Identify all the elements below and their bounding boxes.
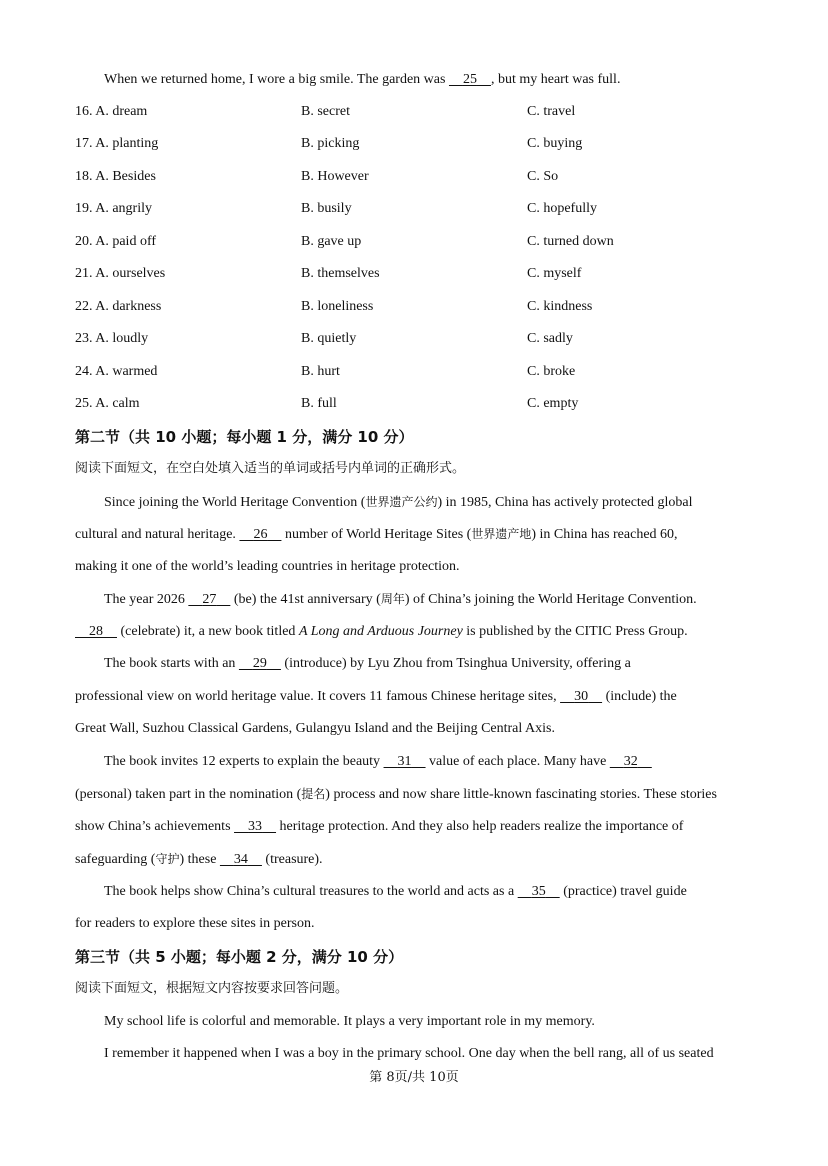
passage-line (75, 785, 765, 804)
blank-27: 27 (202, 592, 217, 607)
option-21-c: C. myself (527, 266, 582, 281)
passage-line (75, 688, 765, 706)
text: Since joining the World Heritage Convention ( (104, 495, 366, 510)
blank-26: 26 (253, 527, 268, 542)
blank-28: 28 (89, 624, 103, 639)
option-19-c: C. hopefully (527, 201, 597, 216)
passage-line (104, 493, 794, 512)
text: When we returned home, I wore a big smile. The garden was (104, 72, 449, 87)
option-23-a: 23. A. loudly (75, 331, 149, 346)
text: ) these (179, 852, 220, 867)
option-20-c: C. turned down (527, 234, 614, 249)
blank-33: 33 (248, 819, 263, 834)
option-21-b: B. themselves (301, 266, 380, 281)
passage-line (104, 655, 794, 673)
option-17-b: B. picking (301, 136, 360, 151)
option-23-b: B. quietly (301, 331, 357, 346)
text: , but my heart was full. (490, 72, 621, 87)
text: The book helps show China’s cultural treasures to the world and acts as a (104, 884, 518, 899)
section-3-heading: 第三节（共 5 小题；每小题 2 分，满分 10 分） (75, 948, 404, 966)
option-25-a: 25. A. calm (75, 396, 140, 411)
blank-35: 35 (531, 884, 546, 899)
text: (practice) travel guide (559, 884, 687, 899)
option-19-a: 19. A. angrily (75, 201, 152, 216)
passage-line (75, 623, 765, 641)
passage-line (75, 850, 765, 869)
book-title: A Long and Arduous Journey (298, 624, 463, 639)
option-20-a: 20. A. paid off (75, 234, 157, 249)
passage-line: Great Wall, Suzhou Classical Gardens, Gulangyu Island and the Beijing Central Axis. (75, 721, 555, 736)
text: (treasure). (261, 852, 323, 867)
blank-32: 32 (623, 754, 638, 769)
blank-30: 30 (574, 689, 589, 704)
passage-line (75, 525, 765, 544)
option-23-c: C. sadly (527, 331, 573, 346)
chinese-gloss: 提名 (301, 787, 326, 801)
option-16-b: B. secret (301, 104, 350, 119)
passage-line: My school life is colorful and memorable. It plays a very important role in my memory. (104, 1014, 595, 1029)
option-22-c: C. kindness (527, 299, 593, 314)
passage-line: for readers to explore these sites in person. (75, 916, 315, 931)
text: The year 2026 (104, 592, 189, 607)
text: (be) the 41st anniversary ( (230, 592, 381, 607)
text: (include) the (602, 689, 677, 704)
blank-34: 34 (233, 852, 248, 867)
option-25-b: B. full (301, 396, 337, 411)
blank-25: 25 (462, 72, 477, 87)
option-24-a: 24. A. warmed (75, 364, 158, 379)
passage-line: I remember it happened when I was a boy in the primary school. One day when the bell rang, all of us seated (104, 1046, 714, 1061)
passage-line (104, 753, 794, 771)
text: is published by the CITIC Press Group. (462, 624, 688, 639)
passage-line (75, 818, 765, 836)
text: safeguarding ( (75, 852, 156, 867)
text: heritage protection. And they also help readers realize the importance of (276, 819, 684, 834)
text: (personal) taken part in the nomination ( (75, 787, 302, 802)
passage-closing-line (104, 71, 794, 89)
option-17-c: C. buying (527, 136, 583, 151)
text: (introduce) by Lyu Zhou from Tsinghua University, offering a (280, 656, 631, 671)
text: value of each place. Many have (425, 754, 610, 769)
chinese-gloss: 世界遗产公约 (365, 495, 438, 509)
option-22-a: 22. A. darkness (75, 299, 162, 314)
option-24-b: B. hurt (301, 364, 340, 379)
passage-line: making it one of the world’s leading countries in heritage protection. (75, 559, 460, 574)
text: ) in China has reached 60, (531, 527, 678, 542)
option-25-c: C. empty (527, 396, 579, 411)
option-17-a: 17. A. planting (75, 136, 159, 151)
text: (celebrate) it, a new book titled (117, 624, 299, 639)
option-18-a: 18. A. Besides (75, 169, 156, 184)
option-22-b: B. loneliness (301, 299, 374, 314)
text: show China’s achievements (75, 819, 235, 834)
chinese-gloss: 世界遗产地 (471, 527, 532, 541)
text: ) in 1985, China has actively protected global (437, 495, 693, 510)
option-16-c: C. travel (527, 104, 576, 119)
chinese-gloss: 周年 (380, 592, 405, 606)
text: professional view on world heritage value. It covers 11 famous Chinese heritage sites, (75, 689, 561, 704)
page-number: 第 8页/共 10页 (369, 1070, 459, 1085)
option-21-a: 21. A. ourselves (75, 266, 166, 281)
option-19-b: B. busily (301, 201, 352, 216)
text: number of World Heritage Sites ( (281, 527, 472, 542)
option-20-b: B. gave up (301, 234, 362, 249)
section-3-instruction: 阅读下面短文，根据短文内容按要求回答问题。 (75, 981, 349, 996)
text: cultural and natural heritage. (75, 527, 240, 542)
blank-31: 31 (397, 754, 412, 769)
passage-line (104, 883, 794, 901)
option-24-c: C. broke (527, 364, 576, 379)
chinese-gloss: 守护 (155, 852, 180, 866)
blank-29: 29 (252, 656, 267, 671)
text: The book starts with an (104, 656, 239, 671)
option-18-c: C. So (527, 169, 559, 184)
section-2-heading: 第二节（共 10 小题；每小题 1 分，满分 10 分） (75, 428, 414, 446)
text: The book invites 12 experts to explain the beauty (104, 754, 384, 769)
passage-line (104, 590, 794, 609)
text: ) of China’s joining the World Heritage Convention. (404, 592, 697, 607)
option-18-b: B. However (301, 169, 369, 184)
text: ) process and now share little-known fascinating stories. These stories (325, 787, 717, 802)
section-2-instruction: 阅读下面短文，在空白处填入适当的单词或括号内单词的正确形式。 (75, 461, 466, 476)
option-16-a: 16. A. dream (75, 104, 148, 119)
